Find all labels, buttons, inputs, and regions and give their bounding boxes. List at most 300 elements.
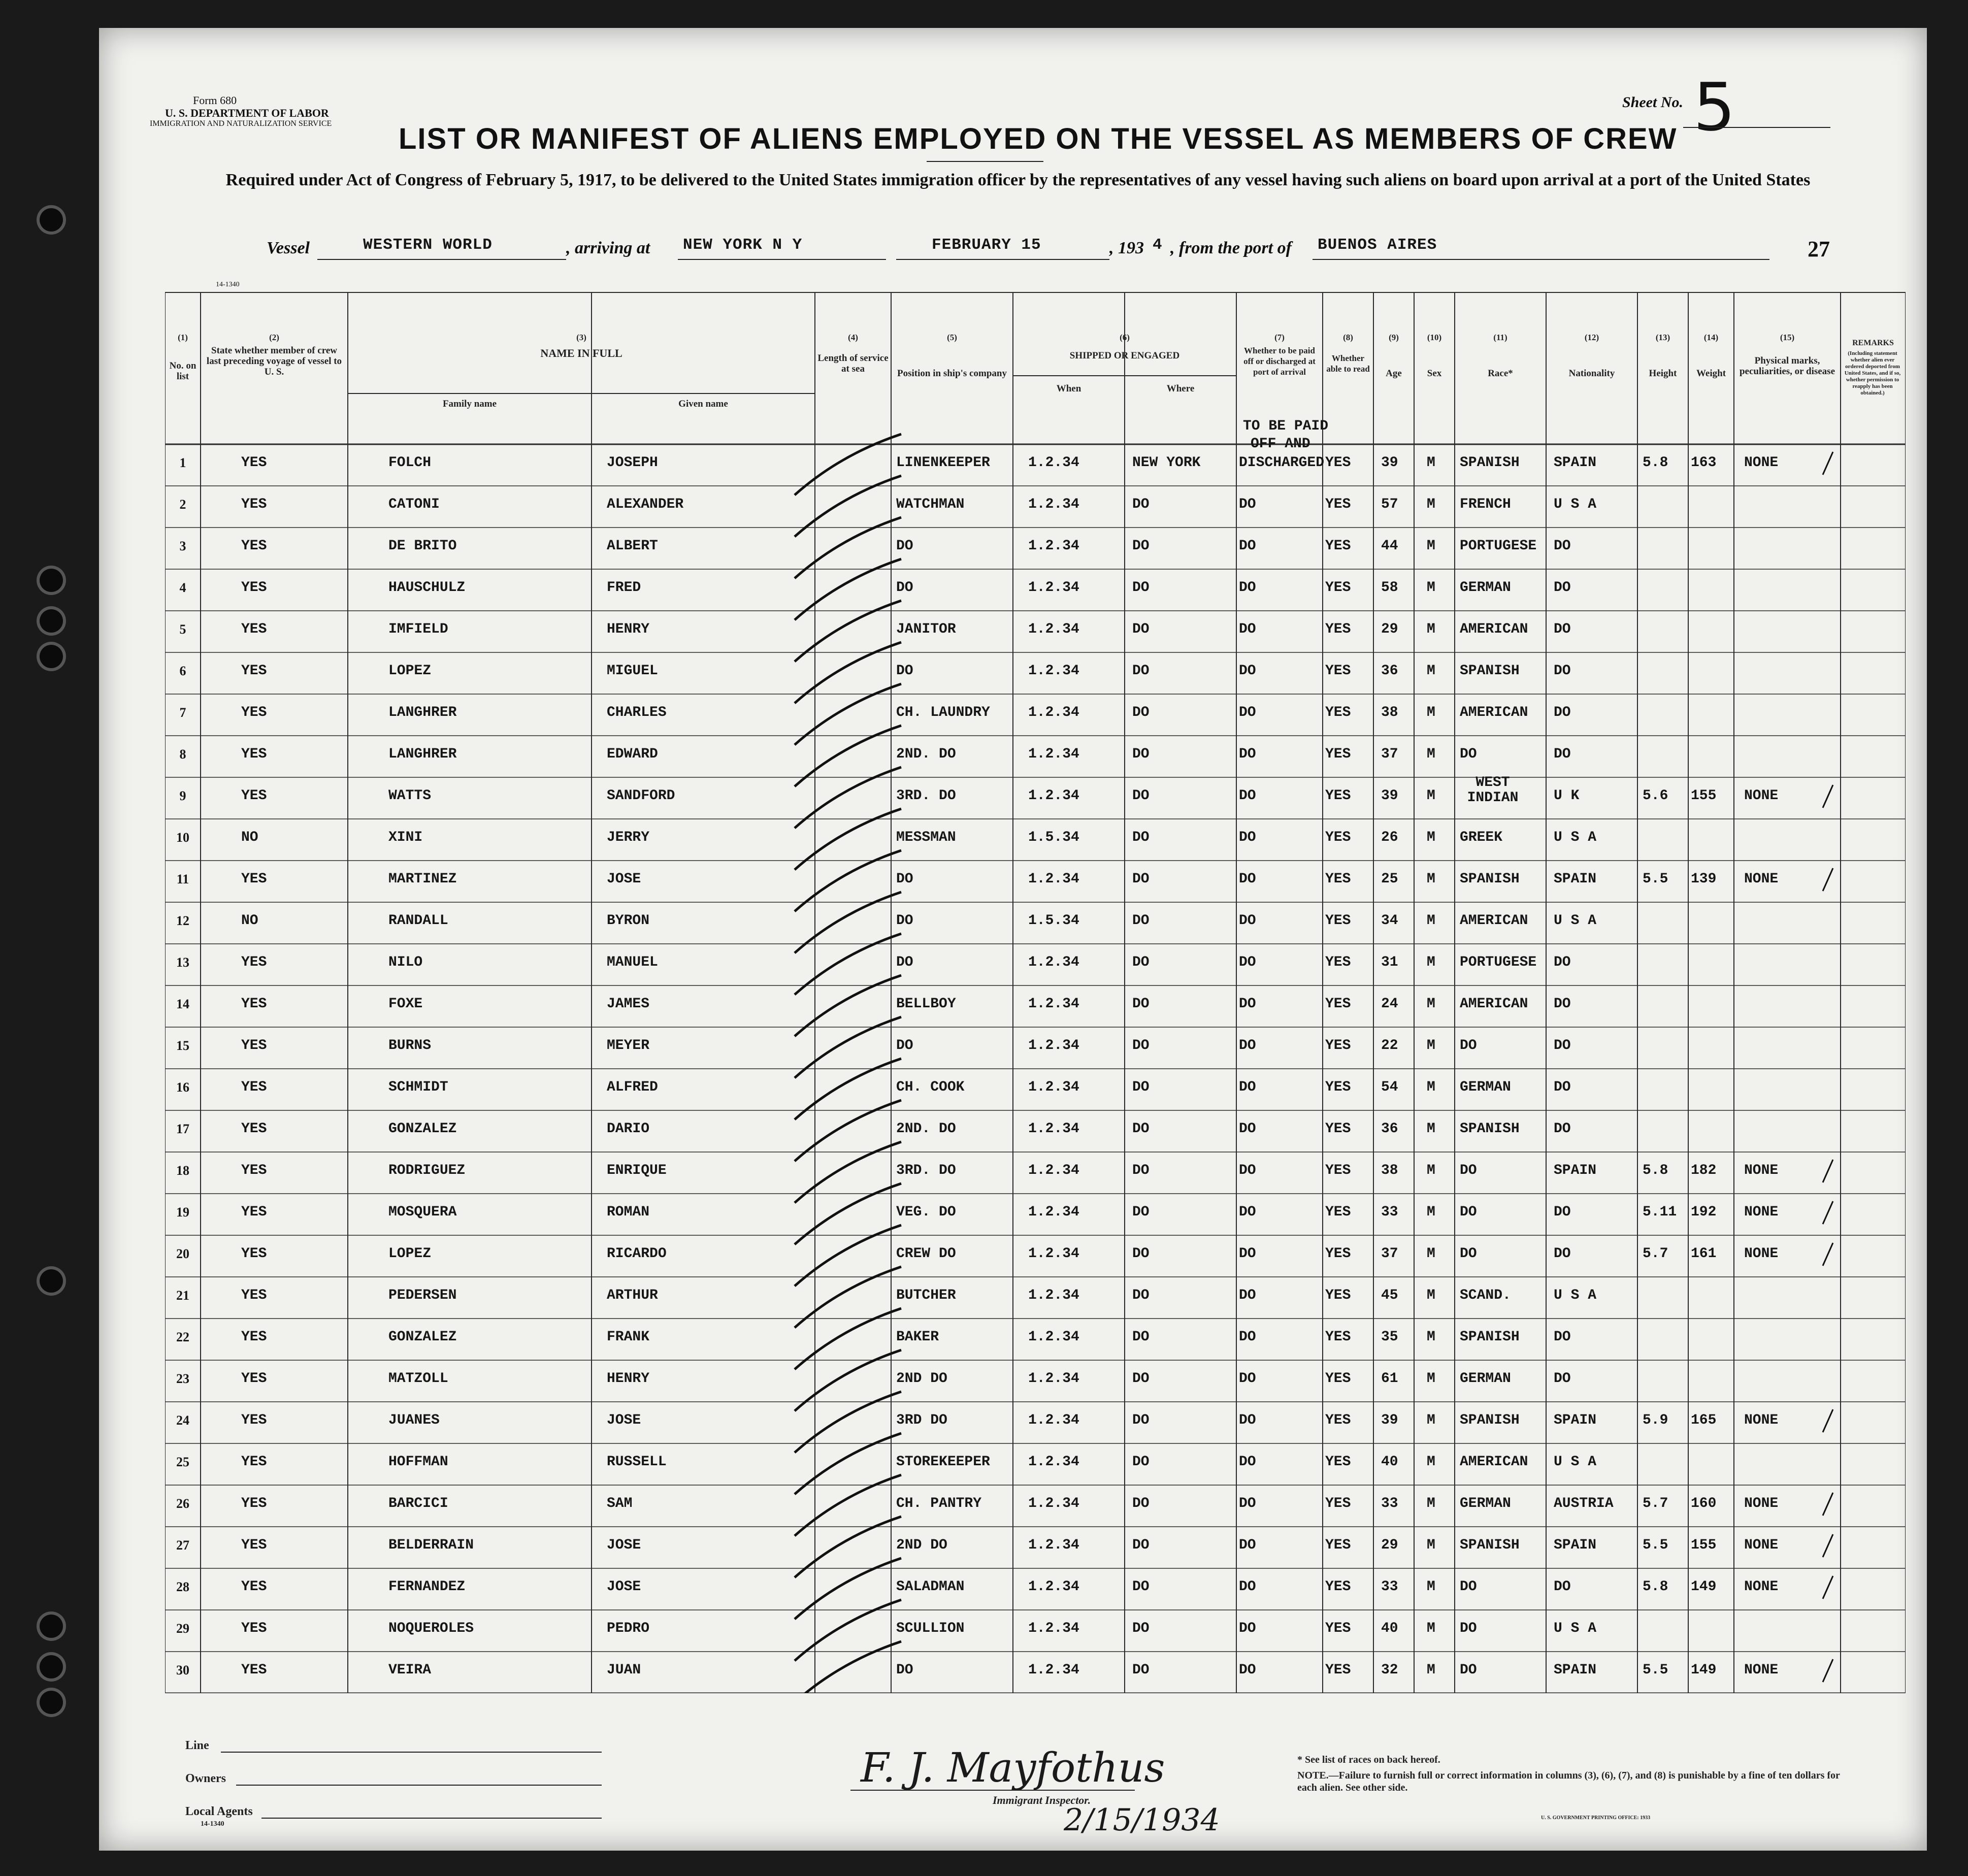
age-cell: 25 — [1381, 871, 1398, 887]
prev-voyage-cell: YES — [241, 1537, 267, 1553]
age-cell: 33 — [1381, 1496, 1398, 1511]
sex-cell: M — [1427, 1537, 1435, 1553]
col-number: (9) — [1389, 333, 1399, 342]
nationality-cell: U S A — [1554, 1288, 1597, 1303]
race-cell: PORTUGESE — [1460, 538, 1537, 554]
race-cell: GERMAN — [1460, 1371, 1511, 1387]
inspector-tick-mark — [1823, 785, 1833, 808]
shipped-when-cell: 1.2.34 — [1028, 746, 1079, 762]
family-name-cell: WATTS — [388, 788, 432, 804]
row-number: 17 — [176, 1122, 189, 1136]
paid-off-cell: DO — [1239, 1204, 1256, 1220]
row-number: 15 — [176, 1038, 189, 1053]
nationality-cell: DO — [1554, 1204, 1571, 1220]
weight-cell: 139 — [1691, 871, 1717, 887]
height-cell: 5.5 — [1643, 871, 1668, 887]
weight-cell: 163 — [1691, 455, 1717, 471]
age-cell: 31 — [1381, 955, 1398, 970]
family-name-cell: CATONI — [388, 497, 440, 512]
able-read-cell: YES — [1325, 1329, 1351, 1345]
shipped-when-cell: 1.2.34 — [1028, 1621, 1079, 1636]
age-cell: 36 — [1381, 1121, 1398, 1137]
height-cell: 5.5 — [1643, 1662, 1668, 1678]
age-cell: 22 — [1381, 1038, 1398, 1054]
paid-off-cell: DO — [1239, 1288, 1256, 1303]
weight-cell: 155 — [1691, 788, 1717, 804]
shipped-where-cell: DO — [1132, 1329, 1150, 1345]
nationality-cell: DO — [1554, 621, 1571, 637]
nationality-cell: DO — [1554, 580, 1571, 596]
binder-hole — [40, 1655, 63, 1678]
given-name-cell: SANDFORD — [607, 788, 675, 804]
sex-cell: M — [1427, 455, 1435, 471]
col-number: (6) — [1120, 333, 1130, 342]
shipped-where-cell: NEW YORK — [1132, 455, 1201, 471]
paid-off-heading-line2: OFF AND — [1251, 436, 1310, 452]
family-name-cell: BURNS — [388, 1038, 432, 1054]
shipped-where-cell: DO — [1132, 663, 1150, 679]
age-cell: 45 — [1381, 1288, 1398, 1303]
shipped-where-cell: DO — [1132, 788, 1150, 804]
nationality-cell: SPAIN — [1554, 1412, 1597, 1428]
family-name-cell: SCHMIDT — [388, 1079, 448, 1095]
footer-agents-code: 14-1340 — [201, 1820, 224, 1828]
sex-cell: M — [1427, 1579, 1435, 1595]
given-name-cell: ALEXANDER — [607, 497, 684, 512]
service-name: IMMIGRATION AND NATURALIZATION SERVICE — [150, 119, 332, 128]
race-cell: GERMAN — [1460, 1079, 1511, 1095]
page-subtitle: Required under Act of Congress of February 5, 1917, to be delivered to the United States immigration officer by the representatives of any vessel having such aliens on board upon arrival at a port of the United States — [225, 171, 1811, 189]
family-name-cell: MARTINEZ — [388, 871, 457, 887]
race-cell: WEST INDIAN — [1467, 775, 1519, 806]
able-read-cell: YES — [1325, 1412, 1351, 1428]
paid-off-cell: DISCHARGED — [1239, 455, 1325, 471]
prev-voyage-cell: YES — [241, 705, 267, 720]
position-cell: 2ND. DO — [896, 1121, 956, 1137]
footer-line-label: Line — [185, 1739, 209, 1752]
page-title: LIST OR MANIFEST OF ALIENS EMPLOYED ON THE VESSEL AS MEMBERS OF CREW — [399, 122, 1678, 155]
able-read-cell: YES — [1325, 580, 1351, 596]
sex-cell: M — [1427, 1371, 1435, 1387]
sex-cell: M — [1427, 1204, 1435, 1220]
given-name-cell: FRANK — [607, 1329, 650, 1345]
sex-cell: M — [1427, 1121, 1435, 1137]
race-cell: DO — [1460, 1579, 1477, 1595]
family-name-cell: JUANES — [388, 1412, 440, 1428]
nationality-cell: U S A — [1554, 1454, 1597, 1470]
footer-owners-field — [236, 1785, 602, 1786]
shipped-where-cell: DO — [1132, 621, 1150, 637]
shipped-where-cell: DO — [1132, 1246, 1150, 1262]
header-shipped: SHIPPED OR ENGAGED — [1069, 350, 1180, 361]
header-race: Race* — [1488, 368, 1513, 379]
able-read-cell: YES — [1325, 1579, 1351, 1595]
row-number: 18 — [176, 1163, 189, 1178]
inspector-tick-mark — [1823, 452, 1833, 475]
position-cell: SALADMAN — [896, 1579, 965, 1595]
race-cell: DO — [1460, 1204, 1477, 1220]
nationality-cell: DO — [1554, 705, 1571, 720]
vessel-name: WESTERN WORLD — [363, 236, 493, 254]
shipped-when-cell: 1.2.34 — [1028, 996, 1079, 1012]
position-cell: SCULLION — [896, 1621, 965, 1636]
race-cell: DO — [1460, 1621, 1477, 1636]
date-field-line — [896, 259, 1109, 260]
height-cell: 5.5 — [1643, 1537, 1668, 1553]
age-cell: 29 — [1381, 621, 1398, 637]
header-when: When — [1056, 383, 1081, 394]
shipped-where-cell: DO — [1132, 996, 1150, 1012]
able-read-cell: YES — [1325, 1246, 1351, 1262]
race-cell: AMERICAN — [1460, 621, 1528, 637]
nationality-cell: U S A — [1554, 830, 1597, 845]
header-length-service: Length of service at sea — [817, 353, 889, 374]
given-name-cell: ALBERT — [607, 538, 658, 554]
family-name-cell: GONZALEZ — [388, 1329, 457, 1345]
sheet-underline — [1683, 127, 1830, 128]
shipped-where-cell: DO — [1132, 913, 1150, 929]
position-cell: 3RD. DO — [896, 788, 956, 804]
binder-hole — [40, 1615, 63, 1638]
position-cell: 3RD. DO — [896, 1163, 956, 1178]
prev-voyage-cell: YES — [241, 871, 267, 887]
shipped-where-cell: DO — [1132, 871, 1150, 887]
family-name-cell: RODRIGUEZ — [388, 1163, 466, 1178]
given-name-cell: RUSSELL — [607, 1454, 667, 1470]
penalty-note: NOTE.—Failure to furnish full or correct information in columns (3), (6), (7), and (8) is punishable by a fine of ten dollars for each alien. See other side. — [1297, 1770, 1840, 1793]
shipped-where-cell: DO — [1132, 1579, 1150, 1595]
sex-cell: M — [1427, 1288, 1435, 1303]
able-read-cell: YES — [1325, 1163, 1351, 1178]
shipped-when-cell: 1.2.34 — [1028, 705, 1079, 720]
row-number: 27 — [176, 1538, 189, 1553]
shipped-when-cell: 1.2.34 — [1028, 1246, 1079, 1262]
physical-marks-cell: NONE — [1744, 1662, 1779, 1678]
shipped-when-cell: 1.2.34 — [1028, 663, 1079, 679]
age-cell: 54 — [1381, 1079, 1398, 1095]
sex-cell: M — [1427, 1246, 1435, 1262]
footer-agents-field — [261, 1818, 602, 1819]
header-age: Age — [1386, 368, 1402, 379]
family-name-cell: XINI — [388, 830, 423, 845]
shipped-where-cell: DO — [1132, 1662, 1150, 1678]
inspector-tick-mark — [1823, 868, 1833, 891]
race-cell: SPANISH — [1460, 1121, 1520, 1137]
nationality-cell: DO — [1554, 1079, 1571, 1095]
header-where: Where — [1166, 383, 1195, 394]
paid-off-cell: DO — [1239, 1496, 1256, 1511]
able-read-cell: YES — [1325, 621, 1351, 637]
col-number: (14) — [1703, 333, 1719, 342]
row-number: 8 — [179, 747, 186, 762]
nationality-cell: U S A — [1554, 913, 1597, 929]
height-cell: 5.8 — [1643, 1579, 1668, 1595]
sex-cell: M — [1427, 663, 1435, 679]
weight-cell: 161 — [1691, 1246, 1717, 1262]
position-cell: VEG. DO — [896, 1204, 956, 1220]
row-number: 19 — [176, 1205, 189, 1220]
from-port-field-line — [1313, 259, 1769, 260]
row-number: 12 — [176, 913, 189, 928]
age-cell: 38 — [1381, 705, 1398, 720]
inspector-tick-mark — [1823, 1201, 1833, 1224]
age-cell: 58 — [1381, 580, 1398, 596]
family-name-cell: HAUSCHULZ — [388, 580, 466, 596]
age-cell: 24 — [1381, 996, 1398, 1012]
race-cell: SPANISH — [1460, 455, 1520, 471]
height-cell: 5.8 — [1643, 1163, 1668, 1178]
inspector-tick-mark — [1823, 1576, 1833, 1599]
manifest-sheet — [99, 28, 1927, 1851]
sex-cell: M — [1427, 1496, 1435, 1511]
physical-marks-cell: NONE — [1744, 1579, 1779, 1595]
footer-line-field — [221, 1752, 602, 1753]
given-name-cell: JOSE — [607, 871, 641, 887]
race-cell: FRENCH — [1460, 497, 1511, 512]
department: U. S. DEPARTMENT OF LABOR — [165, 107, 329, 119]
nationality-cell: DO — [1554, 996, 1571, 1012]
able-read-cell: YES — [1325, 663, 1351, 679]
age-cell: 57 — [1381, 497, 1398, 512]
prev-voyage-cell: YES — [241, 1579, 267, 1595]
col-number: (1) — [178, 333, 188, 342]
year-suffix: 4 — [1153, 236, 1163, 254]
position-cell: DO — [896, 580, 913, 596]
age-cell: 29 — [1381, 1537, 1398, 1553]
nationality-cell: U S A — [1554, 1621, 1597, 1636]
family-name-cell: MATZOLL — [388, 1371, 448, 1387]
shipped-where-cell: DO — [1132, 830, 1150, 845]
able-read-cell: YES — [1325, 538, 1351, 554]
row-number: 24 — [176, 1413, 189, 1428]
races-note: * See list of races on back hereof. — [1297, 1754, 1440, 1765]
shipped-when-cell: 1.2.34 — [1028, 1496, 1079, 1511]
position-cell: CH. COOK — [896, 1079, 965, 1095]
weight-cell: 155 — [1691, 1537, 1717, 1553]
race-cell: SPANISH — [1460, 663, 1520, 679]
paid-off-cell: DO — [1239, 913, 1256, 929]
age-cell: 37 — [1381, 746, 1398, 762]
given-name-cell: ARTHUR — [607, 1288, 658, 1303]
weight-cell: 182 — [1691, 1163, 1717, 1178]
sex-cell: M — [1427, 830, 1435, 845]
paid-off-cell: DO — [1239, 830, 1256, 845]
able-read-cell: YES — [1325, 1038, 1351, 1054]
nationality-cell: DO — [1554, 1371, 1571, 1387]
family-name-cell: PEDERSEN — [388, 1288, 457, 1303]
shipped-when-cell: 1.2.34 — [1028, 580, 1079, 596]
shipped-when-cell: 1.5.34 — [1028, 830, 1079, 845]
able-read-cell: YES — [1325, 1204, 1351, 1220]
given-name-cell: JOSE — [607, 1579, 641, 1595]
shipped-when-cell: 1.2.34 — [1028, 1121, 1079, 1137]
given-name-cell: MIGUEL — [607, 663, 658, 679]
able-read-cell: YES — [1325, 1454, 1351, 1470]
footer-owners-label: Owners — [185, 1772, 226, 1785]
physical-marks-cell: NONE — [1744, 1412, 1779, 1428]
prev-voyage-cell: NO — [241, 913, 258, 929]
weight-cell: 149 — [1691, 1662, 1717, 1678]
given-name-cell: HENRY — [607, 1371, 650, 1387]
prev-voyage-cell: YES — [241, 1662, 267, 1678]
prev-voyage-cell: YES — [241, 1121, 267, 1137]
position-cell: CH. PANTRY — [896, 1496, 982, 1511]
sex-cell: M — [1427, 497, 1435, 512]
nationality-cell: DO — [1554, 1329, 1571, 1345]
shipped-when-cell: 1.2.34 — [1028, 955, 1079, 970]
inspector-sign-line — [850, 1790, 1135, 1791]
header-weight: Weight — [1696, 368, 1726, 379]
given-name-cell: JAMES — [607, 996, 650, 1012]
race-cell: GERMAN — [1460, 580, 1511, 596]
height-cell: 5.9 — [1643, 1412, 1668, 1428]
inspector-tick-mark — [1823, 1160, 1833, 1182]
prev-voyage-cell: YES — [241, 1246, 267, 1262]
family-name-cell: NOQUEROLES — [388, 1621, 474, 1636]
able-read-cell: YES — [1325, 1288, 1351, 1303]
shipped-where-cell: DO — [1132, 1412, 1150, 1428]
row-number: 20 — [176, 1246, 189, 1261]
physical-marks-cell: NONE — [1744, 1537, 1779, 1553]
position-cell: 2ND DO — [896, 1371, 947, 1387]
shipped-where-cell: DO — [1132, 1038, 1150, 1054]
arriving-field-line — [678, 259, 886, 260]
age-cell: 38 — [1381, 1163, 1398, 1178]
prev-voyage-cell: YES — [241, 621, 267, 637]
race-cell: SPANISH — [1460, 1412, 1520, 1428]
nationality-cell: SPAIN — [1554, 1537, 1597, 1553]
row-number: 3 — [179, 539, 186, 553]
able-read-cell: YES — [1325, 455, 1351, 471]
header-remarks: REMARKS — [1852, 339, 1894, 347]
sex-cell: M — [1427, 788, 1435, 804]
from-port-label: , from the port of — [1170, 239, 1292, 257]
nationality-cell: DO — [1554, 746, 1571, 762]
age-cell: 39 — [1381, 1412, 1398, 1428]
given-name-cell: SAM — [607, 1496, 633, 1511]
position-cell: DO — [896, 1038, 913, 1054]
given-name-cell: FRED — [607, 580, 641, 596]
nationality-cell: DO — [1554, 1038, 1571, 1054]
age-cell: 61 — [1381, 1371, 1398, 1387]
age-cell: 35 — [1381, 1329, 1398, 1345]
family-name-cell: HOFFMAN — [388, 1454, 448, 1470]
binder-hole — [40, 645, 63, 668]
given-name-cell: BYRON — [607, 913, 650, 929]
paid-off-cell: DO — [1239, 705, 1256, 720]
prev-voyage-cell: YES — [241, 1496, 267, 1511]
prev-voyage-cell: YES — [241, 746, 267, 762]
col-number: (7) — [1274, 333, 1285, 342]
inspector-tick-mark — [1823, 1659, 1833, 1682]
inspector-tick-mark — [1823, 1493, 1833, 1516]
race-cell: DO — [1460, 1163, 1477, 1178]
position-cell: BUTCHER — [896, 1288, 956, 1303]
able-read-cell: YES — [1325, 788, 1351, 804]
nationality-cell: DO — [1554, 1246, 1571, 1262]
sex-cell: M — [1427, 538, 1435, 554]
sex-cell: M — [1427, 705, 1435, 720]
paid-off-cell: DO — [1239, 1038, 1256, 1054]
family-name-cell: FERNANDEZ — [388, 1579, 466, 1595]
race-cell: SPANISH — [1460, 871, 1520, 887]
inspector-tick-mark — [1823, 1243, 1833, 1266]
race-cell: SPANISH — [1460, 1329, 1520, 1345]
crew-table — [165, 292, 1906, 1693]
position-cell: 2ND DO — [896, 1537, 947, 1553]
paid-off-cell: DO — [1239, 1454, 1256, 1470]
prev-voyage-cell: YES — [241, 663, 267, 679]
binder-hole — [40, 208, 63, 232]
family-name-cell: IMFIELD — [388, 621, 448, 637]
weight-cell: 165 — [1691, 1412, 1717, 1428]
sex-cell: M — [1427, 1412, 1435, 1428]
nationality-cell: U S A — [1554, 497, 1597, 512]
shipped-where-cell: DO — [1132, 746, 1150, 762]
family-name-cell: FOLCH — [388, 455, 432, 471]
prev-voyage-cell: NO — [241, 830, 258, 845]
nationality-cell: AUSTRIA — [1554, 1496, 1614, 1511]
sex-cell: M — [1427, 746, 1435, 762]
age-cell: 36 — [1381, 663, 1398, 679]
row-number: 26 — [176, 1496, 189, 1511]
prev-voyage-cell: YES — [241, 1038, 267, 1054]
family-name-cell: DE BRITO — [388, 538, 457, 554]
paid-off-heading-line1: TO BE PAID — [1243, 418, 1329, 434]
col-number: (2) — [269, 333, 279, 342]
shipped-when-cell: 1.2.34 — [1028, 788, 1079, 804]
sex-cell: M — [1427, 1079, 1435, 1095]
position-cell: JANITOR — [896, 621, 956, 637]
paid-off-cell: DO — [1239, 497, 1256, 512]
row-number: 2 — [179, 497, 186, 512]
header-family-name: Family name — [442, 399, 497, 409]
given-name-cell: EDWARD — [607, 746, 658, 762]
position-cell: 2ND. DO — [896, 746, 956, 762]
position-cell: CREW DO — [896, 1246, 956, 1262]
nationality-cell: SPAIN — [1554, 1662, 1597, 1678]
sex-cell: M — [1427, 913, 1435, 929]
position-cell: 3RD DO — [896, 1412, 947, 1428]
paid-off-cell: DO — [1239, 1246, 1256, 1262]
shipped-when-cell: 1.5.34 — [1028, 913, 1079, 929]
row-number: 30 — [176, 1663, 189, 1677]
vessel-field-line — [317, 259, 566, 260]
position-cell: DO — [896, 663, 913, 679]
position-cell: STOREKEEPER — [896, 1454, 990, 1470]
shipped-where-cell: DO — [1132, 705, 1150, 720]
able-read-cell: YES — [1325, 705, 1351, 720]
physical-marks-cell: NONE — [1744, 455, 1779, 471]
row-number: 13 — [176, 955, 189, 970]
given-name-cell: JERRY — [607, 830, 650, 845]
family-name-cell: NILO — [388, 955, 423, 970]
col-number: (15) — [1780, 333, 1795, 342]
sex-cell: M — [1427, 1454, 1435, 1470]
shipped-where-cell: DO — [1132, 580, 1150, 596]
inspector-sign-date: 2/15/1934 — [1064, 1802, 1220, 1838]
shipped-when-cell: 1.2.34 — [1028, 497, 1079, 512]
paid-off-cell: DO — [1239, 1371, 1256, 1387]
nationality-cell: SPAIN — [1554, 455, 1597, 471]
shipped-when-cell: 1.2.34 — [1028, 1454, 1079, 1470]
title-underline — [927, 161, 1043, 162]
given-name-cell: RICARDO — [607, 1246, 667, 1262]
prev-voyage-cell: YES — [241, 580, 267, 596]
shipped-when-cell: 1.2.34 — [1028, 1579, 1079, 1595]
height-cell: 5.8 — [1643, 455, 1668, 471]
shipped-where-cell: DO — [1132, 955, 1150, 970]
